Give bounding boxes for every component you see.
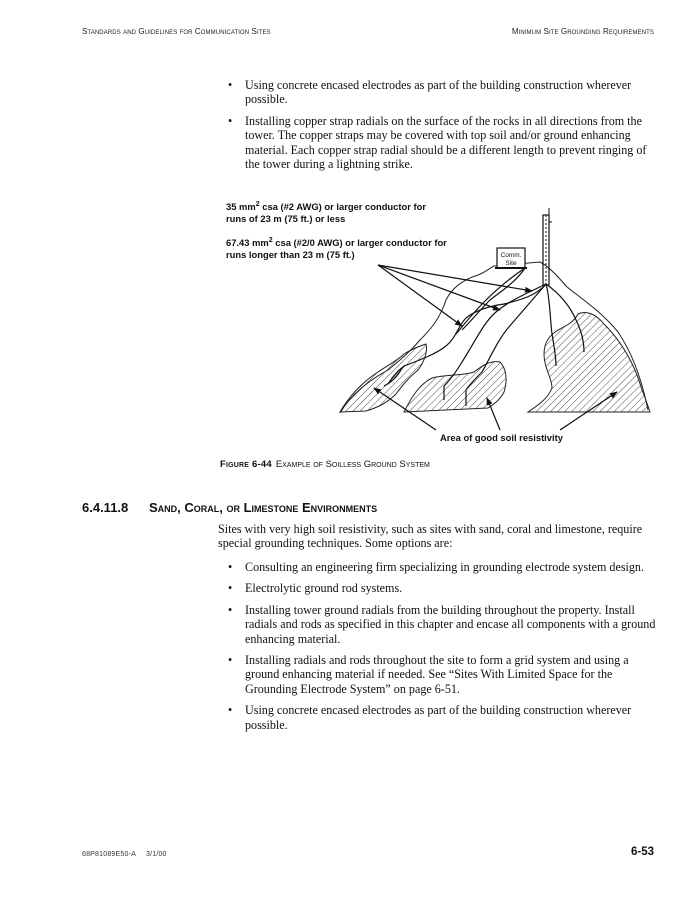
bullet-icon: • xyxy=(228,602,233,617)
list-item: • Using concrete encased electrodes as part of the building construction wherever possible. xyxy=(228,703,632,732)
options-bullet-list xyxy=(228,560,656,739)
running-header-right: Minimum Site Grounding Requirements xyxy=(511,27,654,36)
bullet-icon: • xyxy=(228,560,233,574)
bullet-icon: • xyxy=(228,703,233,718)
running-header-left: Standards and Guidelines for Communication Sites xyxy=(82,27,271,36)
page-number: 6-53 xyxy=(630,846,654,858)
list-item: • Electrolytic ground rod systems. xyxy=(228,581,403,596)
section-title: Sand, Coral, or Limestone Environments xyxy=(149,500,378,515)
doc-number: 68P81089E50-A xyxy=(82,851,136,858)
comm-site-label-line1: Comm. xyxy=(500,252,522,259)
figure-number: Figure 6-44 xyxy=(220,459,272,470)
large-conductor-label: 67.43 $mm^2$ csa (#2/0 AWG) or larger conductor for runs longer than 23 m (75 ft.) xyxy=(226,237,447,260)
bullet-icon: • xyxy=(228,653,233,668)
list-item: • Using concrete encased electrodes as part of the building construction wherever possible. xyxy=(228,78,632,107)
small-conductor-label: 35 $mm^2$ csa (#2 AWG) or larger conductor for runs of 23 m (75 ft.) or less xyxy=(226,201,426,224)
tower-icon xyxy=(543,208,552,285)
section-heading xyxy=(82,500,377,515)
footer-doc-info xyxy=(82,851,167,858)
bullet-icon: • xyxy=(228,113,233,128)
soil-resistivity-label: Area of good soil resistivity xyxy=(440,432,563,443)
doc-date: 3/1/00 xyxy=(145,851,167,858)
list-item: • Installing radials and rods throughout the site to form a grid system and using a ground enhancing material if needed. See “Sites With Limited Space for the Grounding Electrode System” on page 6-51. xyxy=(228,653,629,696)
bullet-icon: • xyxy=(228,78,233,92)
bullet-icon: • xyxy=(228,581,233,596)
comm-site-label-line2: Site xyxy=(505,260,517,267)
rock-middle xyxy=(404,362,506,412)
list-item: • Consulting an engineering firm specializing in grounding electrode system design. xyxy=(228,560,645,574)
comm-site-building-icon xyxy=(495,248,527,268)
rock-right xyxy=(528,312,650,412)
conductor-arrows xyxy=(378,265,532,326)
figure-title: Example of Soilless Ground System xyxy=(275,459,430,470)
section-intro: Sites with very high soil resistivity, such as sites with sand, coral and limestone, require special grounding techniques. Some options are: xyxy=(218,522,643,551)
list-item: • Installing tower ground radials from the building throughout the property. Install radials and rods as specified in this chapter and encase all components with a ground enhancing material. xyxy=(228,602,656,646)
figure-caption xyxy=(220,459,430,470)
list-item: • Installing copper strap radials on the surface of the rocks in all directions from the tower. The copper straps may be covered with top soil and/or ground enhancing material. Each copper strap radial should be a different length to prevent ringing of the tower during a lightning strike. xyxy=(228,113,647,172)
section-number: 6.4.11.8 xyxy=(82,500,129,515)
